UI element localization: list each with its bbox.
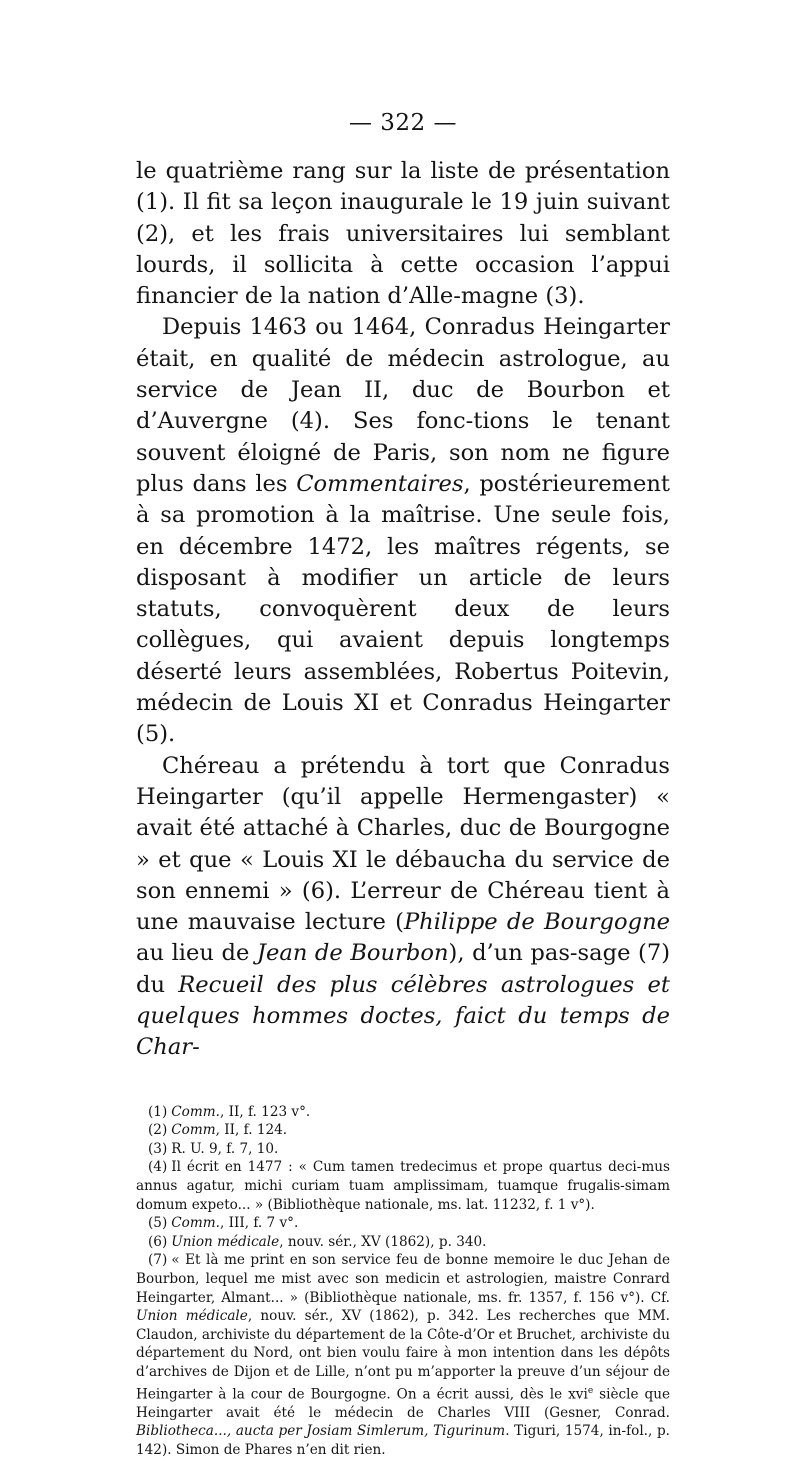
footnote: [136, 1103, 670, 1122]
footnote: [136, 1233, 670, 1252]
text-run: R. U. 9, f. 7, 10.: [171, 1140, 279, 1157]
text-run: Chéreau a prétendu à tort que Conradus Heingarter (qu’il appelle Hermengaster) « avait été attaché à Charles, duc de Bourgogne » et que « Louis XI le débaucha du service de son ennemi » (6). L’erreur de Chéreau tient à une mauvaise lecture (: [136, 752, 670, 936]
footnotes: [136, 1103, 670, 1459]
italic-text: Comm.: [171, 1215, 220, 1232]
paragraph: [136, 156, 670, 312]
text-run: , nouv. sér., XV (1862), p. 342. Les recherches que MM. Claudon, archiviste du département de la Côte-d’Or et Bruchet, archiviste du département du Nord, ont bien voulu faire à mon intention dans les dépôts d’archives de Dijon et de Lille, n’ont pu m’apporter la preuve d’un séjour de Heingarter à la cour de Bourgogne. On a écrit aussi, dès le xvi: [136, 1308, 671, 1403]
text-run: au lieu de: [136, 940, 257, 967]
paragraph: [136, 751, 670, 1064]
italic-text: Philippe de Bourgogne: [403, 909, 670, 936]
text-run: le quatrième rang sur la liste de présentation (1). Il fit sa leçon inaugurale le 19 juin suivant (2), et les frais universitaires lui semblant lourds, il sollicita à cette occasion l’appui financier de la nation d’Alle-magne (3).: [136, 158, 670, 310]
footnote-number: (6): [148, 1233, 168, 1250]
text-run: e: [587, 1385, 594, 1396]
body-text: [136, 156, 670, 1064]
italic-text: Union médicale: [171, 1233, 280, 1250]
italic-text: Recueil des plus célèbres astrologues et quelques hommes doctes, faict du temps de Char-: [136, 971, 670, 1061]
footnote-number: (2): [148, 1122, 168, 1139]
text-run: siècle que Heingarter avait été le médecin de Charles VIII (Gesner, Conrad.: [136, 1386, 670, 1421]
text-run: , III, f. 7 v°.: [219, 1215, 299, 1232]
text-run: , II, f. 124.: [215, 1122, 288, 1139]
italic-text: Commentaires: [296, 470, 464, 497]
italic-text: Union médicale: [136, 1308, 248, 1325]
text-run: , nouv. sér., XV (1862), p. 340.: [279, 1233, 487, 1250]
footnote-number: (7): [148, 1252, 168, 1269]
italic-text: Comm.: [171, 1103, 220, 1120]
footnote: [136, 1214, 670, 1233]
footnote-number: (5): [148, 1215, 168, 1232]
footnote-number: (4): [148, 1159, 168, 1176]
footnote: [136, 1251, 670, 1459]
footnote: [136, 1121, 670, 1140]
text-run: « Et là me print en son service feu de bonne memoire le duc Jehan de Bourbon, lequel me mist avec son medicin et astrologien, maistre Conrard Heingarter, Almant... » (Bibliothèque nationale, ms. fr. 1357, f. 156 v°). Cf.: [136, 1252, 670, 1306]
text-run: Il écrit en 1477 : « Cum tamen tredecimus et prope quartus deci-mus annus agatur, michi curiam tuam amplissimam, tuamque frugalis-simam domum expeto... » (Bibliothèque nationale, ms. lat. 11232, f. 1 v°).: [136, 1159, 670, 1213]
paragraph: [136, 312, 670, 750]
text-run: Depuis 1463 ou 1464, Conradus Heingarter était, en qualité de médecin astrologue, au service de Jean II, duc de Bourbon et d’Auvergne (4). Ses fonc-tions le tenant souvent éloigné de Paris, son nom ne figure plus dans les: [136, 314, 670, 497]
text-run: ), d’un pas-sage (7) du: [136, 940, 671, 998]
text-run: , II, f. 123 v°.: [219, 1103, 311, 1120]
footnote-number: (3): [148, 1140, 168, 1157]
page-number: — 322 —: [348, 110, 458, 136]
italic-text: Bibliotheca..., aucta per Josiam Simlerum, Tigurinum: [136, 1423, 506, 1440]
footnote: [136, 1158, 670, 1214]
text-run: . Tiguri, 1574, in-fol., p. 142). Simon de Phares n’en dit rien.: [136, 1423, 670, 1458]
footnote: [136, 1140, 670, 1159]
italic-text: Comm: [171, 1122, 216, 1139]
book-page: [136, 108, 670, 1459]
footnote-number: (1): [148, 1103, 168, 1120]
text-run: , postérieurement à sa promotion à la maîtrise. Une seule fois, en décembre 1472, les maîtres régents, se disposant à modifier un article de leurs statuts, convoquèrent deux de leurs collègues, qui avaient depuis longtemps déserté leurs assemblées, Robertus Poitevin, médecin de Louis XI et Conradus Heingarter (5).: [136, 470, 670, 748]
italic-text: Jean de Bourbon: [256, 940, 449, 967]
